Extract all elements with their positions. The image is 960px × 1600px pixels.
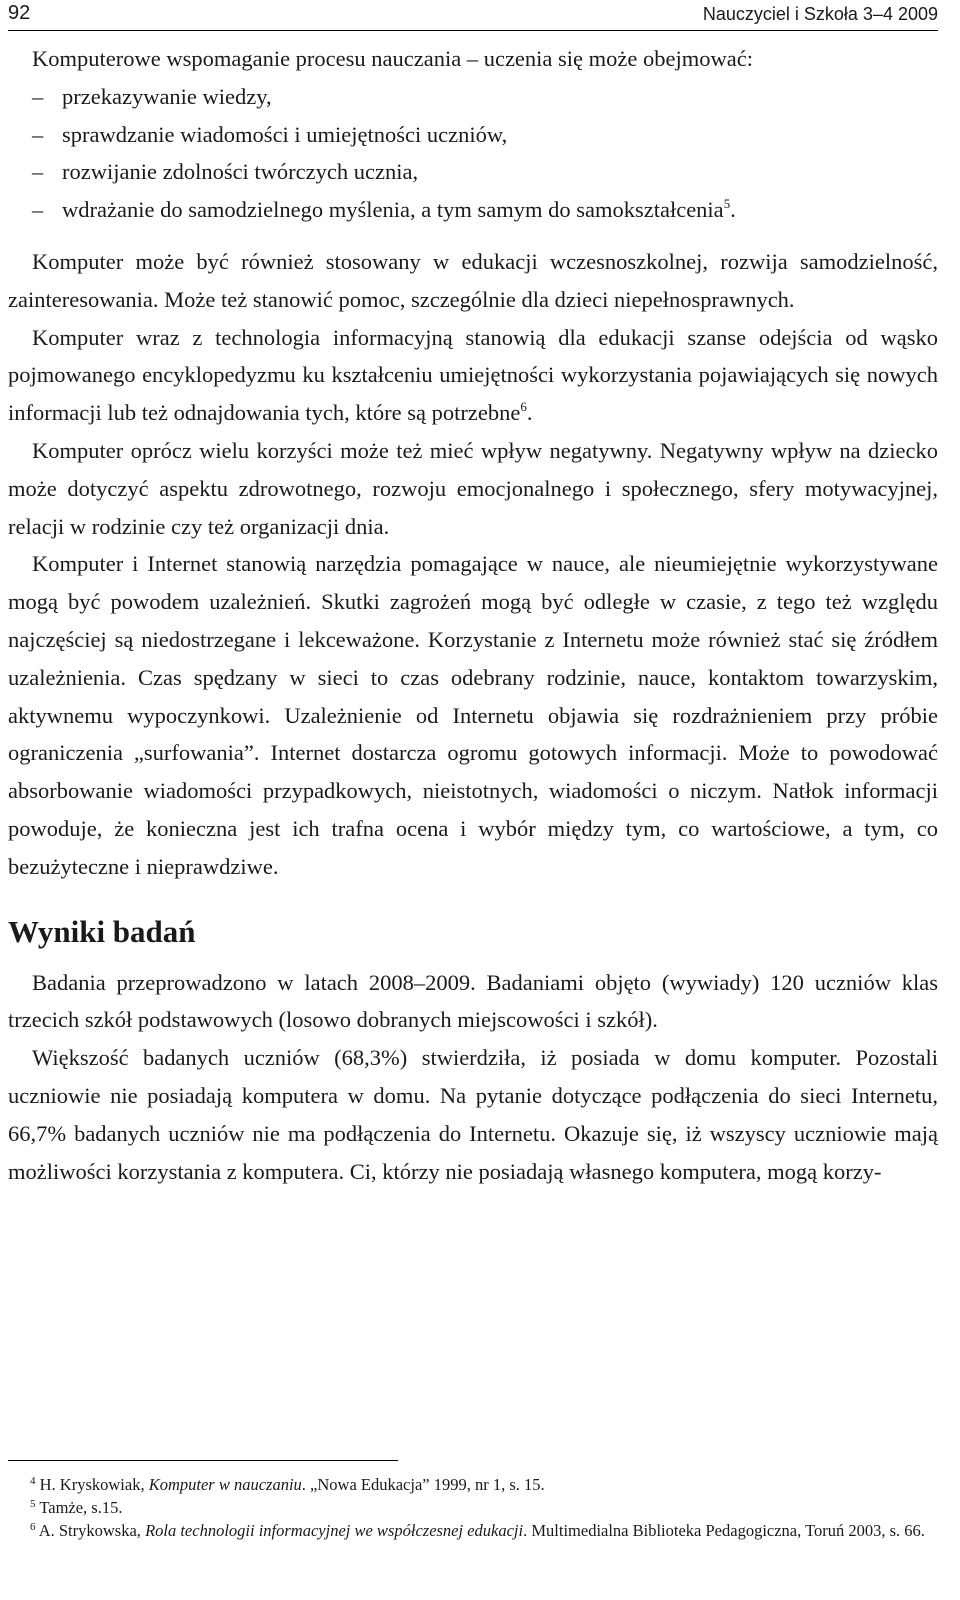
footnote-divider <box>8 1460 398 1461</box>
paragraph: Komputer i Internet stanowią narzędzia pomagające w nauce, ale nieumiejętnie wykorzystywane mogą być powodem uzależnień. Skutki zagrożeń mogą być odległe w czasie, z tego też względu najczęściej są niedostrzegane i lekceważone. Korzystanie z Internetu może również stać się źródłem uzależnienia. Czas spędzany w sieci to czas odebrany rodzinie, nauce, kontaktom towarzyskim, aktywnemu wypoczynkowi. Uzależnienie od Internetu objawia się rozdrażnieniem przy próbie ograniczenia „surfowania”. Internet dostarcza ogromu gotowych informacji. Może to powodować absorbowanie wiadomości przypadkowych, nieistotnych, wiadomości o niczym. Natłok informacji powoduje, że konieczna jest ich trafna ocena i wybór między tym, co wartościowe, a tym, co bezużyteczne i nieprawdziwe. <box>8 551 938 879</box>
footnote-ref: 6 <box>520 399 527 415</box>
list-item: – sprawdzanie wiadomości i umiejętności uczniów, <box>32 121 508 147</box>
page-number: 92 <box>8 2 31 24</box>
footnote-ref: 5 <box>723 196 731 212</box>
footnote: $^4$ H. Kryskowiak, Komputer w nauczaniu. „Nowa Edukacja” 1999, nr 1, s. 15. <box>30 1475 545 1494</box>
paragraph: Badania przeprowadzono w latach 2008–2009. Badaniami objęto (wywiady) 120 uczniów klas trzecich szkół podstawowych (losowo dobranych miejscowości i szkół). <box>8 969 938 1033</box>
article-body <box>8 40 938 1190</box>
intro-list <box>8 78 938 229</box>
footnote: $^6$ A. Strykowska, Rola technologii informacyjnej we współczesnej edukacji. Multimedialna Biblioteka Pedagogiczna, Toruń 2003, s. 66. <box>30 1521 925 1540</box>
footnotes <box>8 1473 938 1542</box>
list-item: – przekazywanie wiedzy, <box>32 83 272 109</box>
footnote: $^5$ Tamże, s.15. <box>30 1498 123 1517</box>
paragraph: Komputer może być również stosowany w edukacji wczesnoszkolnej, rozwija samodzielność, zainteresowania. Może też stanowić pomoc, szczególnie dla dzieci niepełnosprawnych. <box>8 248 938 312</box>
journal-title: Nauczyciel i Szkoła 3–4 2009 <box>702 4 938 24</box>
section-heading: Wyniki badań <box>8 913 196 949</box>
list-item: – wdrażanie do samodzielnego myślenia, a tym samym do samokształcenia$^5$. <box>32 196 736 223</box>
paragraph: Większość badanych uczniów (68,3%) stwierdziła, iż posiada w domu komputer. Pozostali uczniowie nie posiadają komputera w domu. Na pytanie dotyczące podłączenia do sieci Internetu, 66,7% badanych uczniów nie ma podłączenia do Internetu. Okazuje się, iż wszyscy uczniowie mają możliwości korzystania z komputera. Ci, którzy nie posiadają własnego komputera, mogą korzy- <box>8 1045 938 1184</box>
list-item: – rozwijanie zdolności twórczych ucznia, <box>32 159 419 185</box>
page-header <box>8 0 938 31</box>
paragraph: Komputer wraz z technologia informacyjną stanowią dla edukacji szanse odejścia od wąsko pojmowanego encyklopedyzmu ku kształceniu umiejętności wykorzystania pojawiających się nowych informacji lub też odnajdowania tych, które są potrzebne$^6$. <box>8 324 938 426</box>
intro-lead: Komputerowe wspomaganie procesu nauczania – uczenia się może obejmować: <box>32 46 753 71</box>
paragraph: Komputer oprócz wielu korzyści może też mieć wpływ negatywny. Negatywny wpływ na dziecko może dotyczyć aspektu zdrowotnego, rozwoju emocjonalnego i społecznego, sfery motywacyjnej, relacji w rodzinie czy też organizacji dnia. <box>8 437 938 539</box>
